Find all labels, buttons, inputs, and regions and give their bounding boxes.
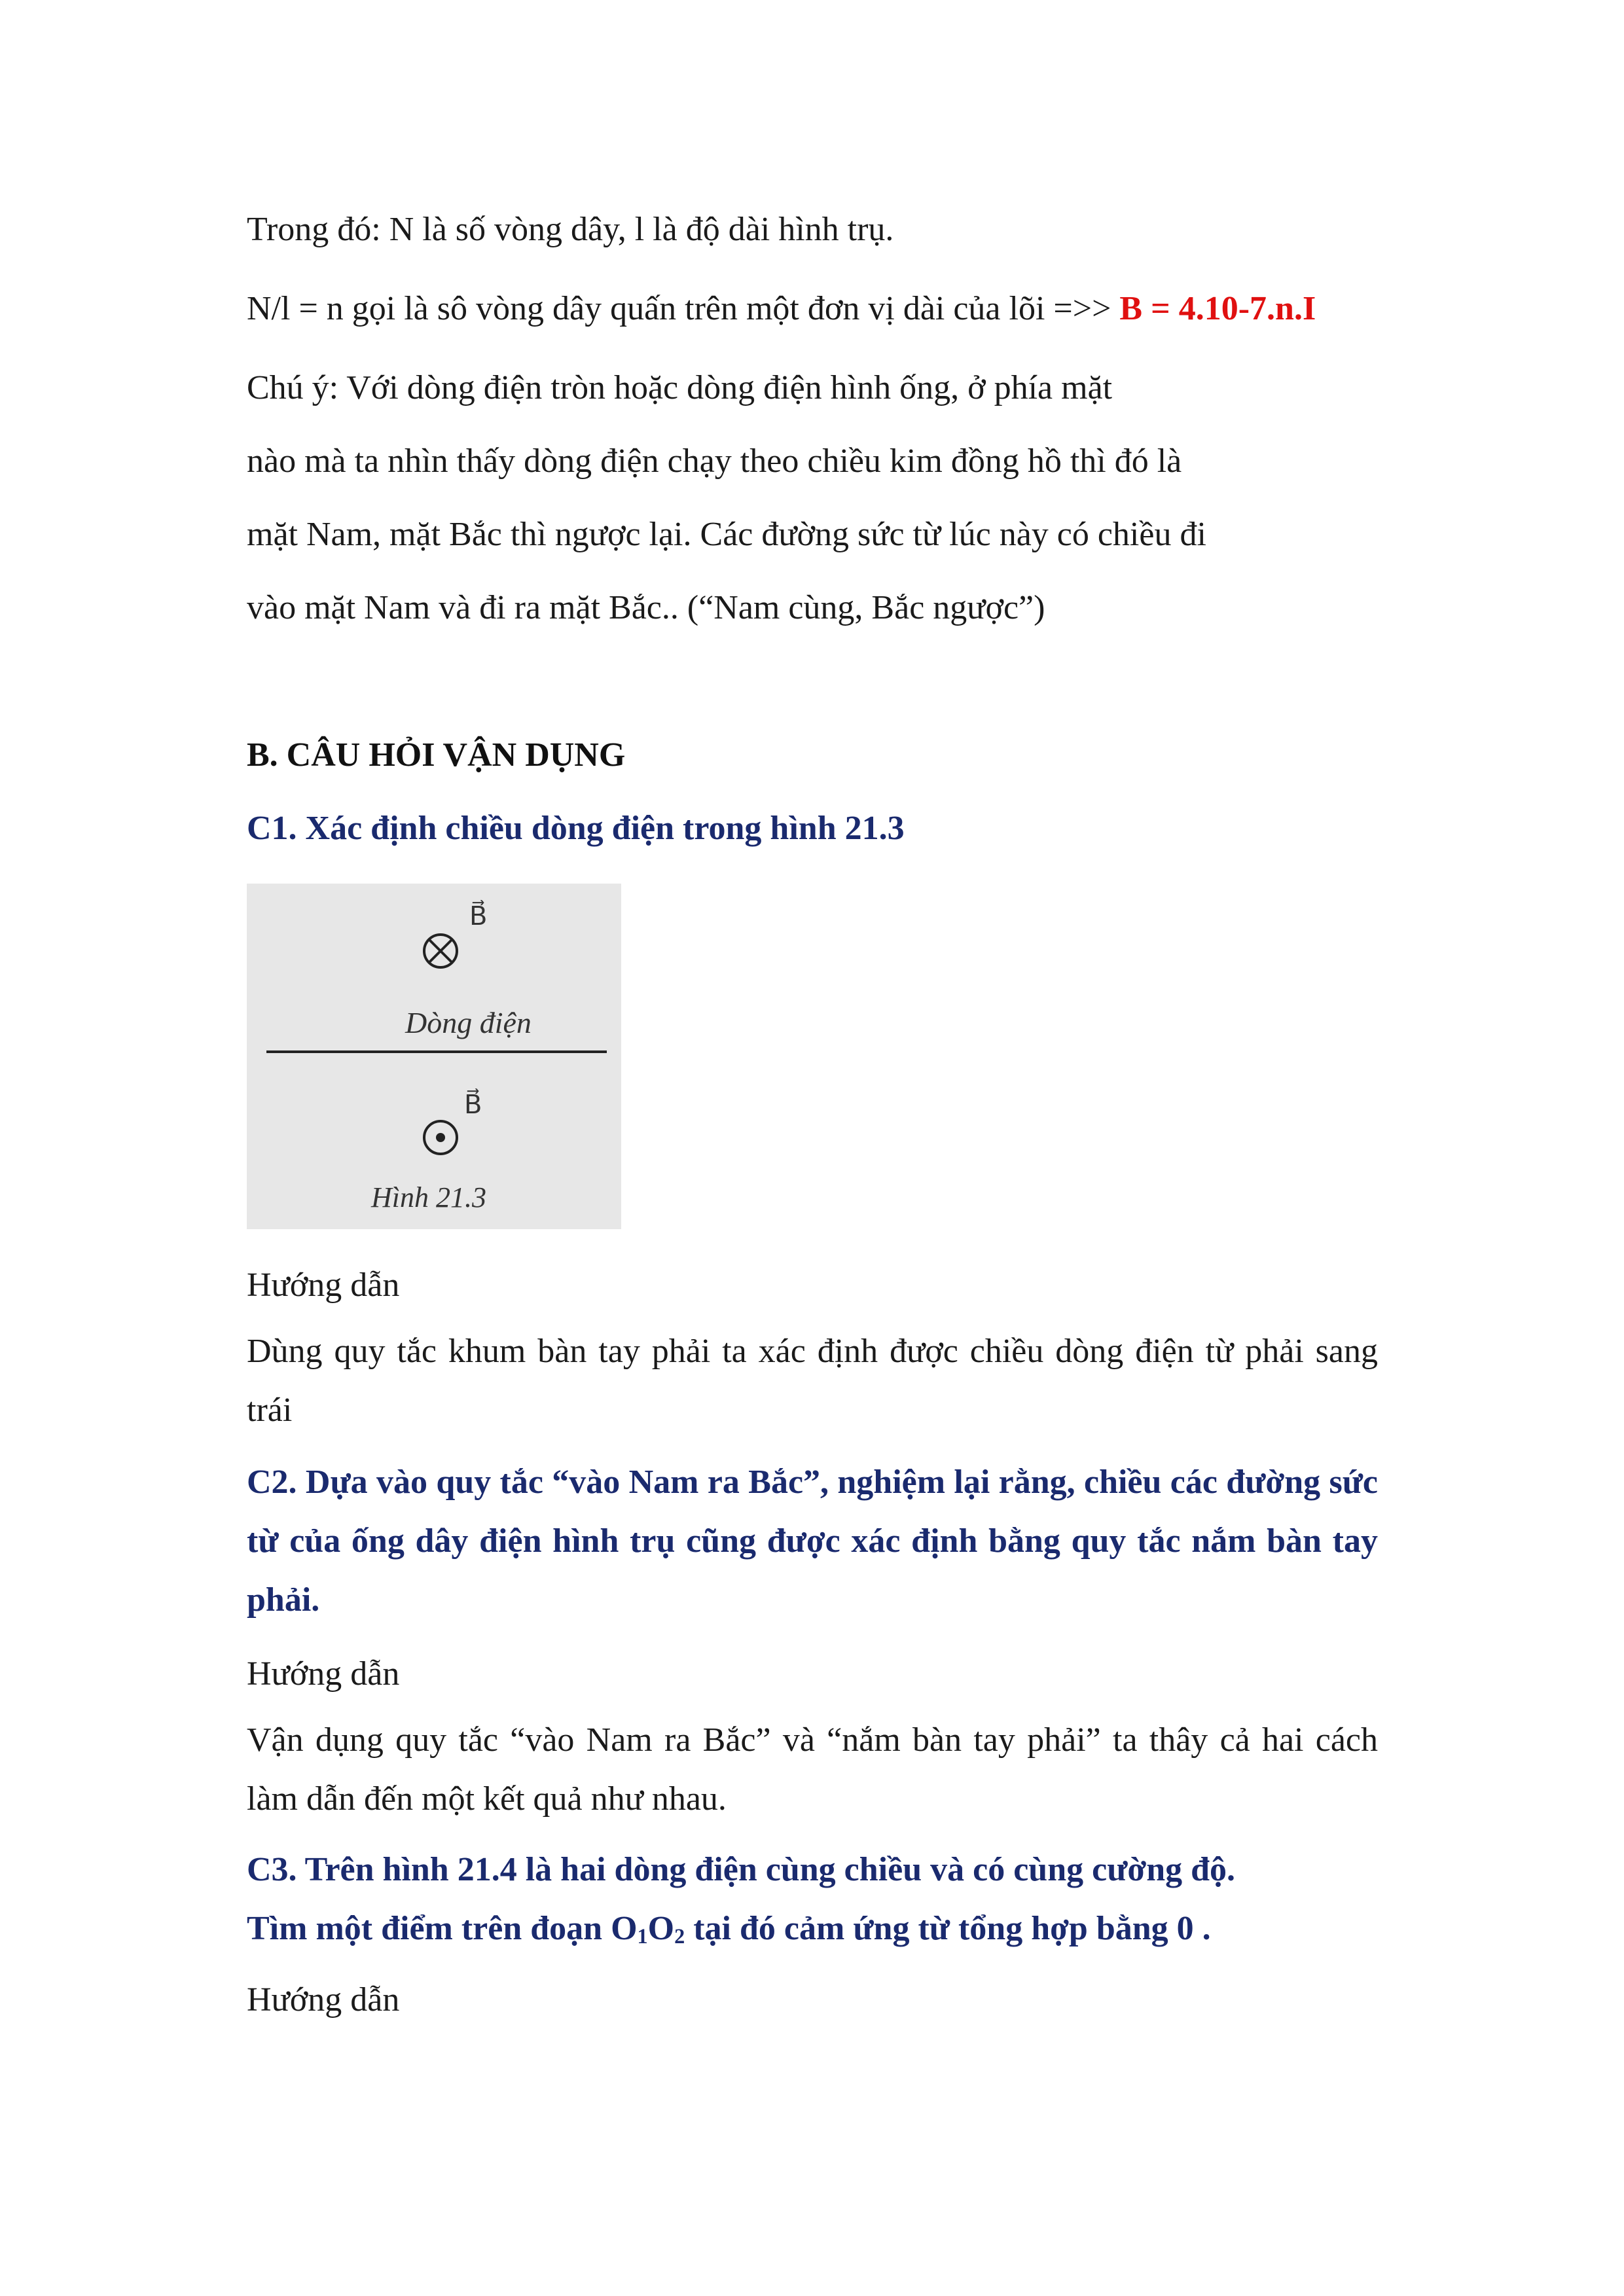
q3-guide-label: Hướng dẫn [247,1981,400,2018]
section-title: B. CÂU HỎI VẬN DỤNG [247,736,626,774]
intro-line-1: Trong đó: N là số vòng dây, l là độ dài hình trụ. [247,211,894,248]
q3-title-line-2 [247,1899,1378,1958]
q2-guide-label: Hướng dẫn [247,1655,400,1693]
figure-caption: Hình 21.3 [371,1181,486,1213]
q1-answer: Dùng quy tắc khum bàn tay phải ta xác định được chiều dòng điện từ phải sang trái [247,1333,1378,1429]
current-label: Dòng điện [405,1006,532,1039]
q3-title-line-1: C3. Trên hình 21.4 là hai dòng điện cùng chiều và có cùng cường độ. [247,1851,1236,1888]
figure-symbols [247,884,621,1229]
q3-sub-2: 2 [674,1924,685,1948]
note-line-2: nào mà ta nhìn thấy dòng điện chạy theo chiều kim đồng hồ thì đó là [247,442,1182,480]
content [247,193,1378,2037]
formula-b: B = 4.10-7.n.I [1119,290,1316,327]
q3-sub-1: 1 [637,1924,648,1948]
note-line-3: mặt Nam, mặt Bắc thì ngược lại. Các đường sức từ lúc này có chiều đi [247,516,1206,553]
q1-title: C1. Xác định chiều dòng điện trong hình 21.3 [247,810,905,847]
intro-line-2-text: N/l = n gọi là sô vòng dây quấn trên một đơn vị dài của lõi =>> [247,290,1120,327]
q1-guide-label: Hướng dẫn [247,1266,400,1304]
q3-title-mid: O [647,1910,675,1947]
current-wire [266,1050,607,1053]
q3-title-pre: Tìm một điểm trên đoạn O [247,1910,638,1947]
figure-21-3 [247,884,621,1229]
cross-circle-icon [424,935,457,967]
q3-title-post: tại đó cảm ứng từ tổng hợp bằng 0 . [685,1910,1211,1947]
q2-answer: Vận dụng quy tắc “vào Nam ra Bắc” và “nắm bàn tay phải” ta thây cả hai cách làm dẫn đến một kết quả như nhau. [247,1721,1378,1818]
note-line-4: vào mặt Nam và đi ra mặt Bắc.. (“Nam cùng, Bắc ngược”) [247,589,1045,626]
intro-line-2 [247,279,1378,338]
b-label-bottom: B⃗ [464,1090,482,1119]
note-line-1: Chú ý: Với dòng điện tròn hoặc dòng điện hình ống, ở phía mặt [247,369,1113,406]
dot-circle-icon [424,1121,457,1154]
q2-title: C2. Dựa vào quy tắc “vào Nam ra Bắc”, nghiệm lại rằng, chiều các đường sức từ của ống dây điện hình trụ cũng được xác định bằng quy tắc nắm bàn tay phải. [247,1463,1378,1619]
b-label-top: B⃗ [469,901,488,931]
